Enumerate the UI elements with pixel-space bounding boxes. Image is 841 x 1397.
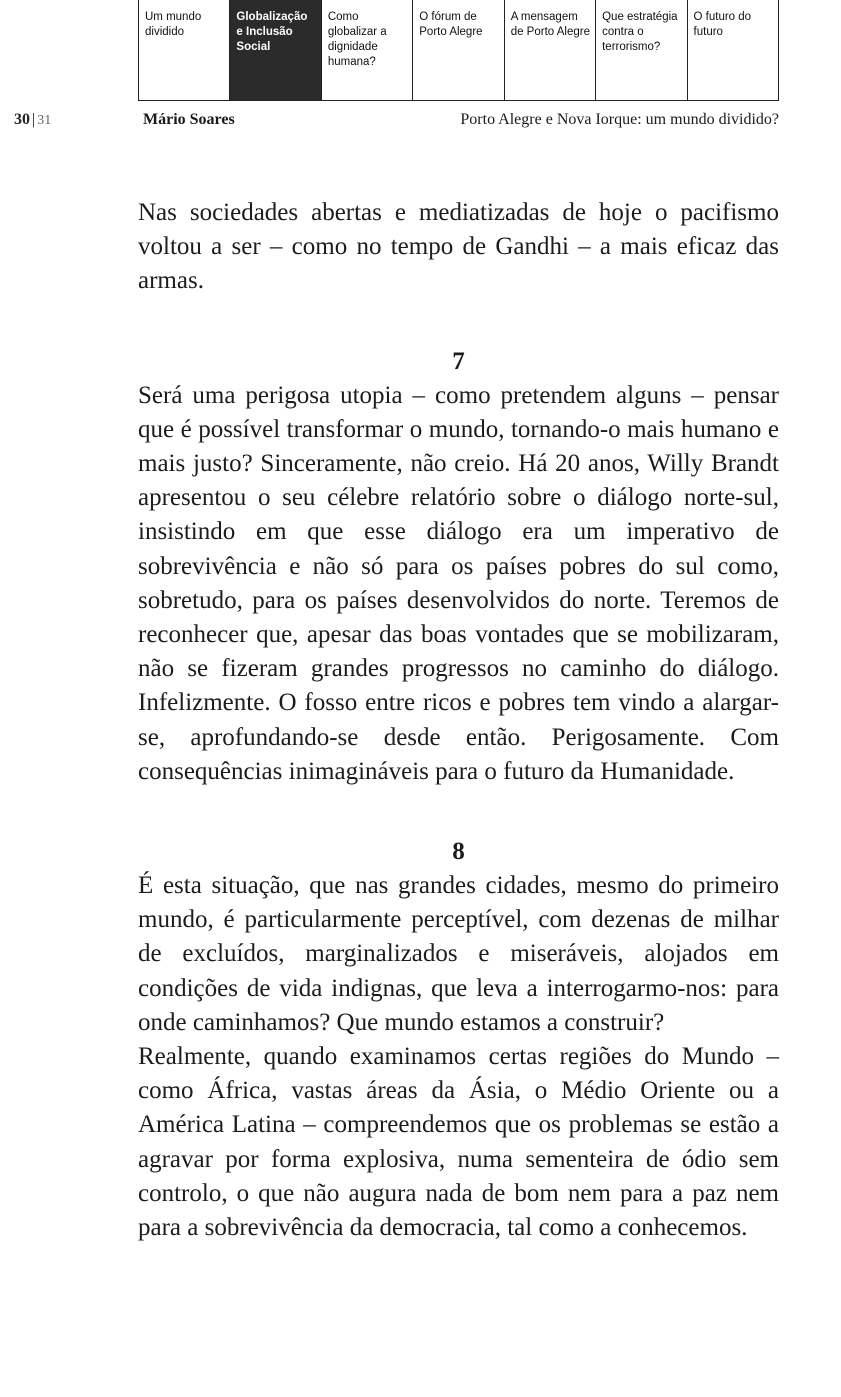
chapter-tab-futuro-do-futuro[interactable]: O futuro do futuro (688, 0, 779, 100)
chapter-tab-mensagem-porto-alegre[interactable]: A mensagem de Porto Alegre (505, 0, 596, 100)
section-number-8: 8 (452, 838, 465, 866)
paragraph-section-7: Será uma perigosa utopia – como pretendem alguns – pensar que é possível transformar o mundo, tornando-o mais humano e mais justo? Sinceramente, não creio. Há 20 anos, Willy Brandt apresentou o seu célebre relatório sobre o diálogo norte-sul, insistindo em que esse diálogo era um imperativo de sobrevivência e não só para os países pobres do sul como, sobretudo, para os países desenvolvidos do norte. Teremos de reconhecer que, apesar das boas vontades que se mobilizaram, não se fizeram grandes progressos no caminho do diálogo. Infelizmente. O fosso entre ricos e pobres tem vindo a alargar-se, aprofundando-se desde então. Perigosamente. Com consequências inimagináveis para o futuro da Humanidade. (138, 381, 779, 785)
page-body (138, 196, 779, 1245)
chapter-navigation (138, 0, 779, 100)
section-spacer (138, 299, 779, 345)
chapter-tab-globalizacao-inclusao-social[interactable]: Globalização e Inclusão Social (230, 0, 321, 100)
page-folio (14, 111, 51, 129)
paragraph-section-8b: Realmente, quando examinamos certas regiões do Mundo – como África, vastas áreas da Ásia, o Médio Oriente ou a América Latina – compreendemos que os problemas se estão a agravar por forma explosiva, numa sementeira de ódio sem controlo, o que não augura nada de bom nem para a paz nem para a sobrevivência da democracia, tal como a conhecemos. (138, 1043, 779, 1242)
header-divider (138, 100, 779, 101)
paragraph-section-8a: É esta situação, que nas grandes cidades, mesmo do primeiro mundo, é particularmente perceptível, com dezenas de milhar de excluídos, marginalizados e miseráveis, alojados em condições de vida indignas, que leva a interrogarmo-nos: para onde caminhamos? Que mundo estamos a construir? (138, 872, 779, 1036)
running-header (0, 100, 841, 136)
paragraph-intro: Nas sociedades abertas e mediatizadas de hoje o pacifismo voltou a ser – como no tempo de Gandhi – a mais eficaz das armas. (138, 199, 779, 295)
chapter-tab-estrategia-terrorismo[interactable]: Que estratégia contra o terrorismo? (596, 0, 687, 100)
section-spacer (138, 789, 779, 835)
section-number-7: 7 (452, 347, 465, 375)
chapter-tab-como-globalizar[interactable]: Como globalizar a dignidade humana? (322, 0, 413, 100)
book-title: Porto Alegre e Nova Iorque: um mundo dividido? (460, 111, 779, 128)
page-number-left: 30 (14, 111, 30, 128)
chapter-tab-forum-porto-alegre[interactable]: O fórum de Porto Alegre (413, 0, 504, 100)
folio-separator: | (32, 111, 36, 128)
author-name: Mário Soares (143, 111, 235, 128)
chapter-tab-um-mundo-dividido[interactable]: Um mundo dividido (139, 0, 230, 100)
page-number-right: 31 (37, 113, 52, 128)
